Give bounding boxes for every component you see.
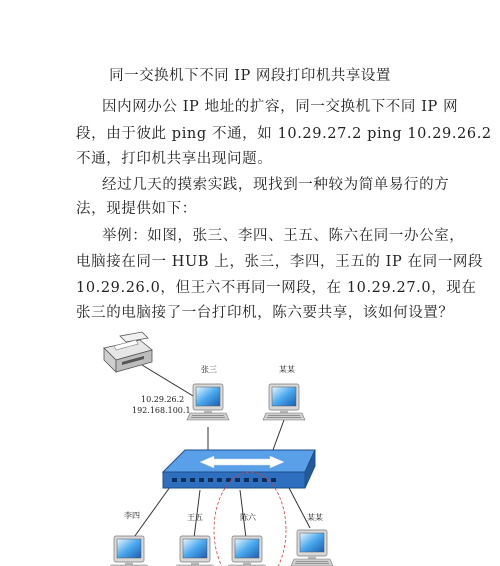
ip-address-label: 10.29.26.2 bbox=[141, 395, 185, 404]
paragraph-line: 段，由于彼此 ping 不通，如 10.29.27.2 ping 10.29.26.2 bbox=[76, 126, 492, 142]
paragraph-line: 法，现提供如下： bbox=[76, 201, 197, 217]
pc-bottom-right-label: 某某 bbox=[307, 513, 323, 522]
pc-zhangsan-icon bbox=[187, 384, 229, 420]
pc-top-right-icon bbox=[263, 384, 305, 420]
pc-top-left-label: 张三 bbox=[201, 365, 217, 374]
paragraph-line: 10.29.26.0，但王六不再同一网段，在 10.29.27.0，现在 bbox=[76, 280, 477, 296]
paragraph-line: 经过几天的摸索实践，现找到一种较为简单易行的方 bbox=[102, 177, 450, 193]
paragraph-line: 举例：如图，张三、李四、王五、陈六在同一办公室， bbox=[102, 228, 465, 244]
pc-wangwu-label: 王五 bbox=[187, 513, 203, 522]
paragraph-line: 张三的电脑接了一台打印机，陈六要共享，该如何设置？ bbox=[76, 305, 454, 321]
document-title: 同一交换机下不同 IP 网段打印机共享设置 bbox=[109, 68, 391, 84]
ip-address-label: 192.168.100.1 bbox=[132, 406, 191, 415]
paragraph-line: 不通，打印机共享出现问题。 bbox=[76, 151, 273, 167]
pc-lisi-label: 李四 bbox=[124, 511, 140, 520]
switch-icon bbox=[163, 450, 315, 488]
pc-chenliu-icon bbox=[226, 536, 268, 566]
paragraph-line: 因内网办公 IP 地址的扩容，同一交换机下不同 IP 网 bbox=[102, 99, 459, 115]
pc-lisi-icon bbox=[108, 536, 150, 566]
pc-bottom-right-icon bbox=[291, 530, 333, 566]
pc-top-right-label: 某某 bbox=[279, 365, 295, 374]
pc-chenliu-label: 陈六 bbox=[240, 513, 256, 522]
pc-wangwu-icon bbox=[174, 536, 216, 566]
paragraph-line: 电脑接在同一 HUB 上，张三，李四，王五的 IP 在同一网段 bbox=[76, 254, 484, 270]
printer-icon bbox=[104, 332, 152, 372]
